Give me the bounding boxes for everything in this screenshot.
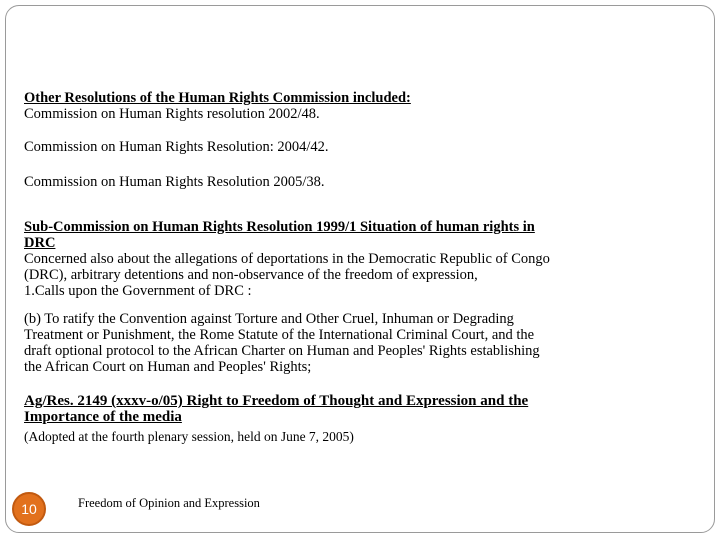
sub-commission-section	[24, 219, 674, 299]
paragraph-b-line-4: the African Court on Human and Peoples' Rights;	[24, 359, 312, 375]
oas-heading-line2: Importance of the media	[24, 409, 182, 425]
resolutions-heading: Other Resolutions of the Human Rights Commission included:	[24, 90, 411, 106]
sub-commission-heading-line1: Sub-Commission on Human Rights Resolution 1999/1 Situation of human rights in	[24, 219, 535, 235]
paragraph-b-line-2: Treatment or Punishment, the Rome Statute of the International Criminal Court, and the	[24, 327, 535, 343]
paragraph-b-line-3: draft optional protocol to the African Charter on Human and Peoples' Rights establishing	[24, 343, 540, 359]
sub-commission-heading-line2: DRC	[24, 235, 56, 251]
slide-content	[24, 90, 674, 445]
slide-number-badge: 10	[12, 492, 46, 526]
paragraph-b	[24, 311, 674, 375]
sub-commission-line-3: 1.Calls upon the Government of DRC :	[24, 283, 252, 299]
oas-resolution-section	[24, 393, 674, 445]
footer-title: Freedom of Opinion and Expression	[78, 496, 260, 510]
sub-commission-line-2: (DRC), arbitrary detentions and non-observance of the freedom of expression,	[24, 267, 478, 283]
resolution-item-2: Commission on Human Rights Resolution: 2004/42.	[24, 139, 329, 155]
resolution-item-3: Commission on Human Rights Resolution 2005/38.	[24, 174, 325, 190]
paragraph-b-line-1: (b) To ratify the Convention against Torture and Other Cruel, Inhuman or Degrading	[24, 311, 514, 327]
oas-heading-line1: Ag/Res. 2149 (xxxv-o/05) Right to Freedom of Thought and Expression and the	[24, 393, 529, 409]
sub-commission-line-1: Concerned also about the allegations of deportations in the Democratic Republic of Congo	[24, 251, 550, 267]
resolution-item-1: Commission on Human Rights resolution 2002/48.	[24, 106, 320, 122]
oas-adoption-note: (Adopted at the fourth plenary session, held on June 7, 2005)	[24, 429, 354, 444]
